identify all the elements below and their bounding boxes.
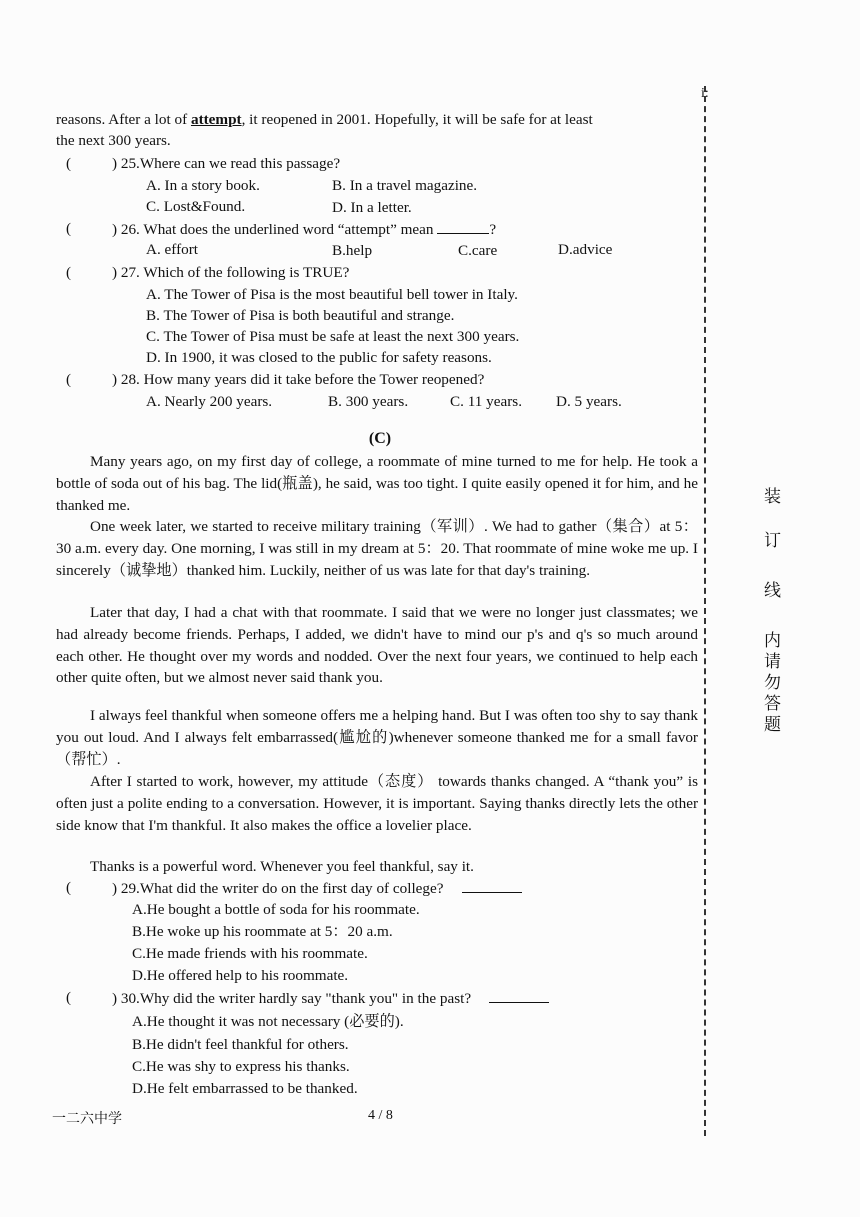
answer-paren-open: ( (66, 989, 72, 1006)
passage-c-paragraph-4: I always feel thankful when someone offers me a helping hand. But I was often too shy to say thank you out loud. And I always felt embarrassed(尴尬的)whenever someone thanked me for a small favor（帮忙）. (56, 707, 698, 768)
option-27d: D. In 1900, it was closed to the public for safety reasons. (146, 349, 492, 366)
option-29b: B.He woke up his roommate at 5：20 a.m. (132, 923, 393, 940)
option-28a: A. Nearly 200 years. (146, 393, 273, 410)
option-29c: C.He made friends with his roommate. (132, 945, 368, 962)
passage-b-line-1: reasons. After a lot of attempt, it reopened in 2001. Hopefully, it will be safe for at least (56, 111, 593, 128)
option-27b: B. The Tower of Pisa is both beautiful and strange. (146, 307, 455, 324)
binding-char-4: 内 (764, 631, 781, 651)
answer-blank (462, 878, 522, 893)
binding-char-5: 请 (764, 652, 781, 672)
section-c-title: (C) (368, 430, 392, 447)
passage-c-paragraph-2: One week later, we started to receive military training（军训）. We had to gather（集合）at 5：30 a.m. every day. One morning, I was still in my dream at 5：20. That roommate of mine woke me up. I sincerely（诚挚地）thanked him. Luckily, neither of us was late for that day's training. (56, 518, 698, 579)
option-25b: B. In a travel magazine. (332, 177, 478, 194)
answer-paren-open: ( (66, 220, 72, 237)
question-25: ) 25.Where can we read this passage? (112, 155, 341, 172)
question-26: ) 26. What does the underlined word “attempt” mean ? (112, 221, 497, 238)
answer-paren-open: ( (66, 264, 72, 281)
option-28b: B. 300 years. (328, 393, 409, 410)
option-29a: A.He bought a bottle of soda for his roommate. (132, 901, 420, 918)
option-26c: C.care (458, 242, 498, 259)
passage-c-paragraph-6: Thanks is a powerful word. Whenever you feel thankful, say it. (90, 858, 474, 875)
option-27a: A. The Tower of Pisa is the most beautiful bell tower in Italy. (146, 286, 518, 303)
answer-paren-open: ( (66, 879, 72, 896)
question-27: ) 27. Which of the following is TRUE? (112, 264, 350, 281)
option-29d: D.He offered help to his roommate. (132, 967, 349, 984)
option-26b: B.help (332, 242, 373, 259)
binding-char-8: 题 (764, 715, 781, 735)
footer-page-number: 4 / 8 (368, 1108, 393, 1123)
option-27c: C. The Tower of Pisa must be safe at least the next 300 years. (146, 328, 520, 345)
answer-blank (489, 988, 549, 1003)
passage-b-line-2: the next 300 years. (56, 132, 171, 149)
question-28: ) 28. How many years did it take before the Tower reopened? (112, 371, 485, 388)
option-26d: D.advice (558, 241, 613, 258)
binding-dashed-line (704, 86, 706, 1136)
option-30a: A.He thought it was not necessary (必要的). (132, 1013, 404, 1030)
question-30: ) 30.Why did the writer hardly say "thank you" in the past? (112, 988, 549, 1009)
answer-paren-open: ( (66, 155, 72, 172)
binding-char-3: 线 (764, 581, 781, 601)
passage-c-paragraph-1: Many years ago, on my first day of college, a roommate of mine turned to me for help. He took a bottle of soda out of his bag. The lid(瓶盖), he said, was too tight. I quite easily opened it for him, and he thanked me. (56, 453, 698, 514)
passage-c-paragraph-3: Later that day, I had a chat with that roommate. I said that we were no longer just classmates; we had already become friends. Perhaps, I added, we didn't have to mind our p's and q's so much around each other. He thought over my words and nodded. Over the next four years, we continued to help each other quite often, but we almost never said thank you. (56, 604, 698, 687)
option-25a: A. In a story book. (146, 177, 260, 194)
passage-c-paragraph-5: After I started to work, however, my attitude（态度） towards thanks changed. A “thank you” is often just a polite ending to a conversation. However, it is important. Saying thanks directly lets the other side know that I'm thankful. It also makes the office a lovelier place. (56, 773, 698, 834)
answer-blank (437, 219, 489, 234)
footer-school-name: 一二六中学 (52, 1112, 122, 1127)
binding-char-6: 勿 (764, 673, 781, 693)
option-30c: C.He was shy to express his thanks. (132, 1058, 350, 1075)
option-25d: D. In a letter. (332, 199, 412, 216)
option-25c: C. Lost&Found. (146, 198, 246, 215)
answer-paren-open: ( (66, 371, 72, 388)
option-26a: A. effort (146, 241, 199, 258)
question-29: ) 29.What did the writer do on the first day of college? (112, 878, 522, 899)
binding-char-2: 订 (764, 531, 781, 551)
binding-char-1: 装 (764, 487, 781, 507)
binding-char-7: 答 (764, 694, 781, 714)
underlined-word-attempt: attempt (190, 111, 242, 128)
option-28c: C. 11 years. (450, 393, 522, 410)
binding-line-top-mark: i: (701, 86, 709, 101)
option-28d: D. 5 years. (556, 393, 622, 410)
option-30d: D.He felt embarrassed to be thanked. (132, 1080, 358, 1097)
option-30b: B.He didn't feel thankful for others. (132, 1036, 349, 1053)
